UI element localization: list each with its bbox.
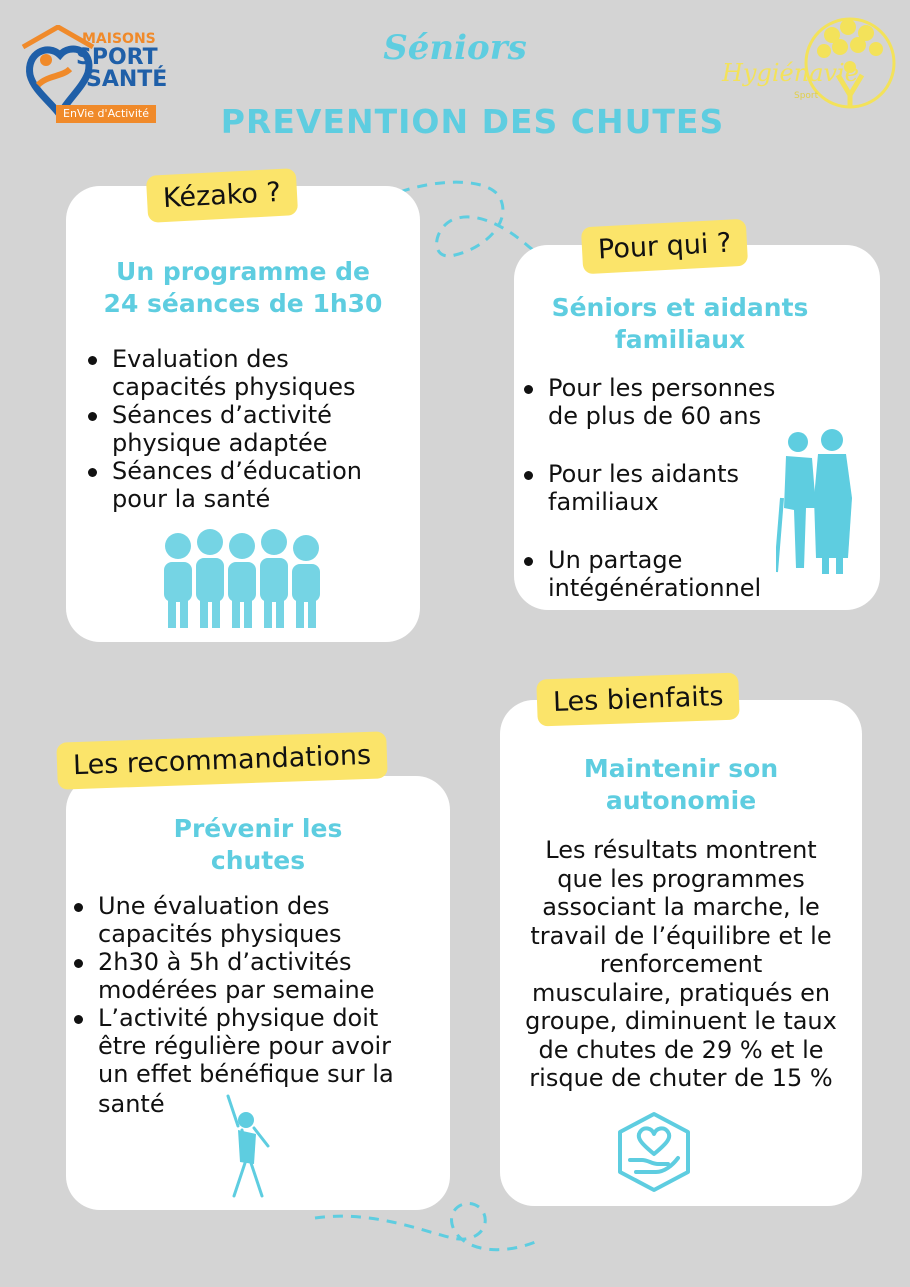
list-item <box>520 460 820 516</box>
kezako-subtitle <box>66 256 420 320</box>
list-item-line: capacités physiques <box>98 920 342 948</box>
pour-qui-subtitle-line1: Séniors et aidants <box>551 293 809 322</box>
logo-text-sante: SANTÉ <box>86 67 168 92</box>
kezako-tag: Kézako ? <box>146 168 298 223</box>
bienfaits-subtitle-line1: Maintenir son <box>583 754 779 783</box>
list-item-line: être régulière pour avoir <box>98 1032 392 1060</box>
list-item <box>70 1004 450 1088</box>
list-item <box>70 892 450 948</box>
recommandations-tag: Les recommandations <box>56 731 387 789</box>
list-item-line: de plus de 60 ans <box>548 402 762 430</box>
pour-qui-tag: Pour qui ? <box>581 219 749 275</box>
page-script-title: Séniors <box>383 28 527 68</box>
text-line: renforcement <box>599 950 763 978</box>
heart-hand-icon <box>612 1110 696 1194</box>
list-item <box>520 546 820 602</box>
bienfaits-tag: Les bienfaits <box>536 672 740 726</box>
kezako-subtitle-line2: 24 séances de 1h30 <box>103 289 383 318</box>
list-item-line: Un partage <box>548 546 683 574</box>
list-item <box>84 401 414 457</box>
list-item-line: Séances d’activité <box>112 401 332 429</box>
list-item-line: Une évaluation des <box>98 892 330 920</box>
list-item <box>84 345 414 401</box>
text-line: associant la marche, le <box>542 893 820 921</box>
group-people-icon <box>158 528 328 632</box>
bienfaits-text <box>500 836 862 1093</box>
recommandations-subtitle-line1: Prévenir les <box>173 814 343 843</box>
list-item-line: un effet bénéfique sur la <box>98 1060 394 1088</box>
stretching-woman-icon <box>208 1090 280 1202</box>
text-line: que les programmes <box>557 864 805 893</box>
list-item <box>70 948 450 1004</box>
list-item-line: intégénérationnel <box>548 574 762 602</box>
hygienavie-sub: Sport <box>794 91 819 101</box>
list-item-line: familiaux <box>548 488 659 516</box>
list-item-line: modérées par semaine <box>98 976 375 1004</box>
list-item-line: Séances d’éducation <box>112 457 362 485</box>
list-item <box>84 457 414 513</box>
pour-qui-subtitle <box>505 292 855 356</box>
logo-tagline: EnVie d'Activité <box>56 105 156 123</box>
list-item-line: Evaluation des <box>112 345 289 373</box>
pour-qui-subtitle-line2: familiaux <box>614 325 746 354</box>
logo-text-sport: SPORT <box>76 45 158 70</box>
text-line: groupe, diminuent le taux <box>525 1007 837 1035</box>
logo-text-maisons: MAISONS <box>82 31 156 47</box>
text-line: travail de l’équilibre et le <box>530 921 832 950</box>
recommandations-last-line: santé <box>98 1090 165 1118</box>
bienfaits-subtitle-line2: autonomie <box>605 786 757 815</box>
list-item-line: physique adaptée <box>112 429 328 457</box>
pour-qui-bullets <box>520 374 820 602</box>
elderly-couple-icon <box>776 428 856 576</box>
bienfaits-subtitle <box>500 753 862 817</box>
page-title: PREVENTION DES CHUTES <box>220 102 725 141</box>
text-line: de chutes de 29 % et le <box>538 1035 824 1064</box>
kezako-bullets <box>84 345 414 513</box>
text-line: musculaire, pratiqués en <box>531 978 831 1007</box>
kezako-subtitle-line1: Un programme de <box>116 257 370 286</box>
text-line: Les résultats montrent <box>545 836 817 864</box>
list-item-line: capacités physiques <box>112 373 356 401</box>
list-item-line: L’activité physique doit <box>98 1004 379 1032</box>
text-line: risque de chuter de 15 % <box>529 1064 833 1092</box>
list-item-line: Pour les personnes <box>548 374 776 402</box>
list-item-line: Pour les aidants <box>548 460 740 488</box>
list-item-line: pour la santé <box>112 485 271 513</box>
list-item <box>520 374 820 430</box>
hygienavie-name: Hygiénavie <box>722 59 859 87</box>
list-item-line: 2h30 à 5h d’activités <box>98 948 352 976</box>
recommandations-subtitle-line2: chutes <box>210 846 306 875</box>
recommandations-bullets <box>70 892 450 1088</box>
recommandations-subtitle <box>66 813 450 877</box>
